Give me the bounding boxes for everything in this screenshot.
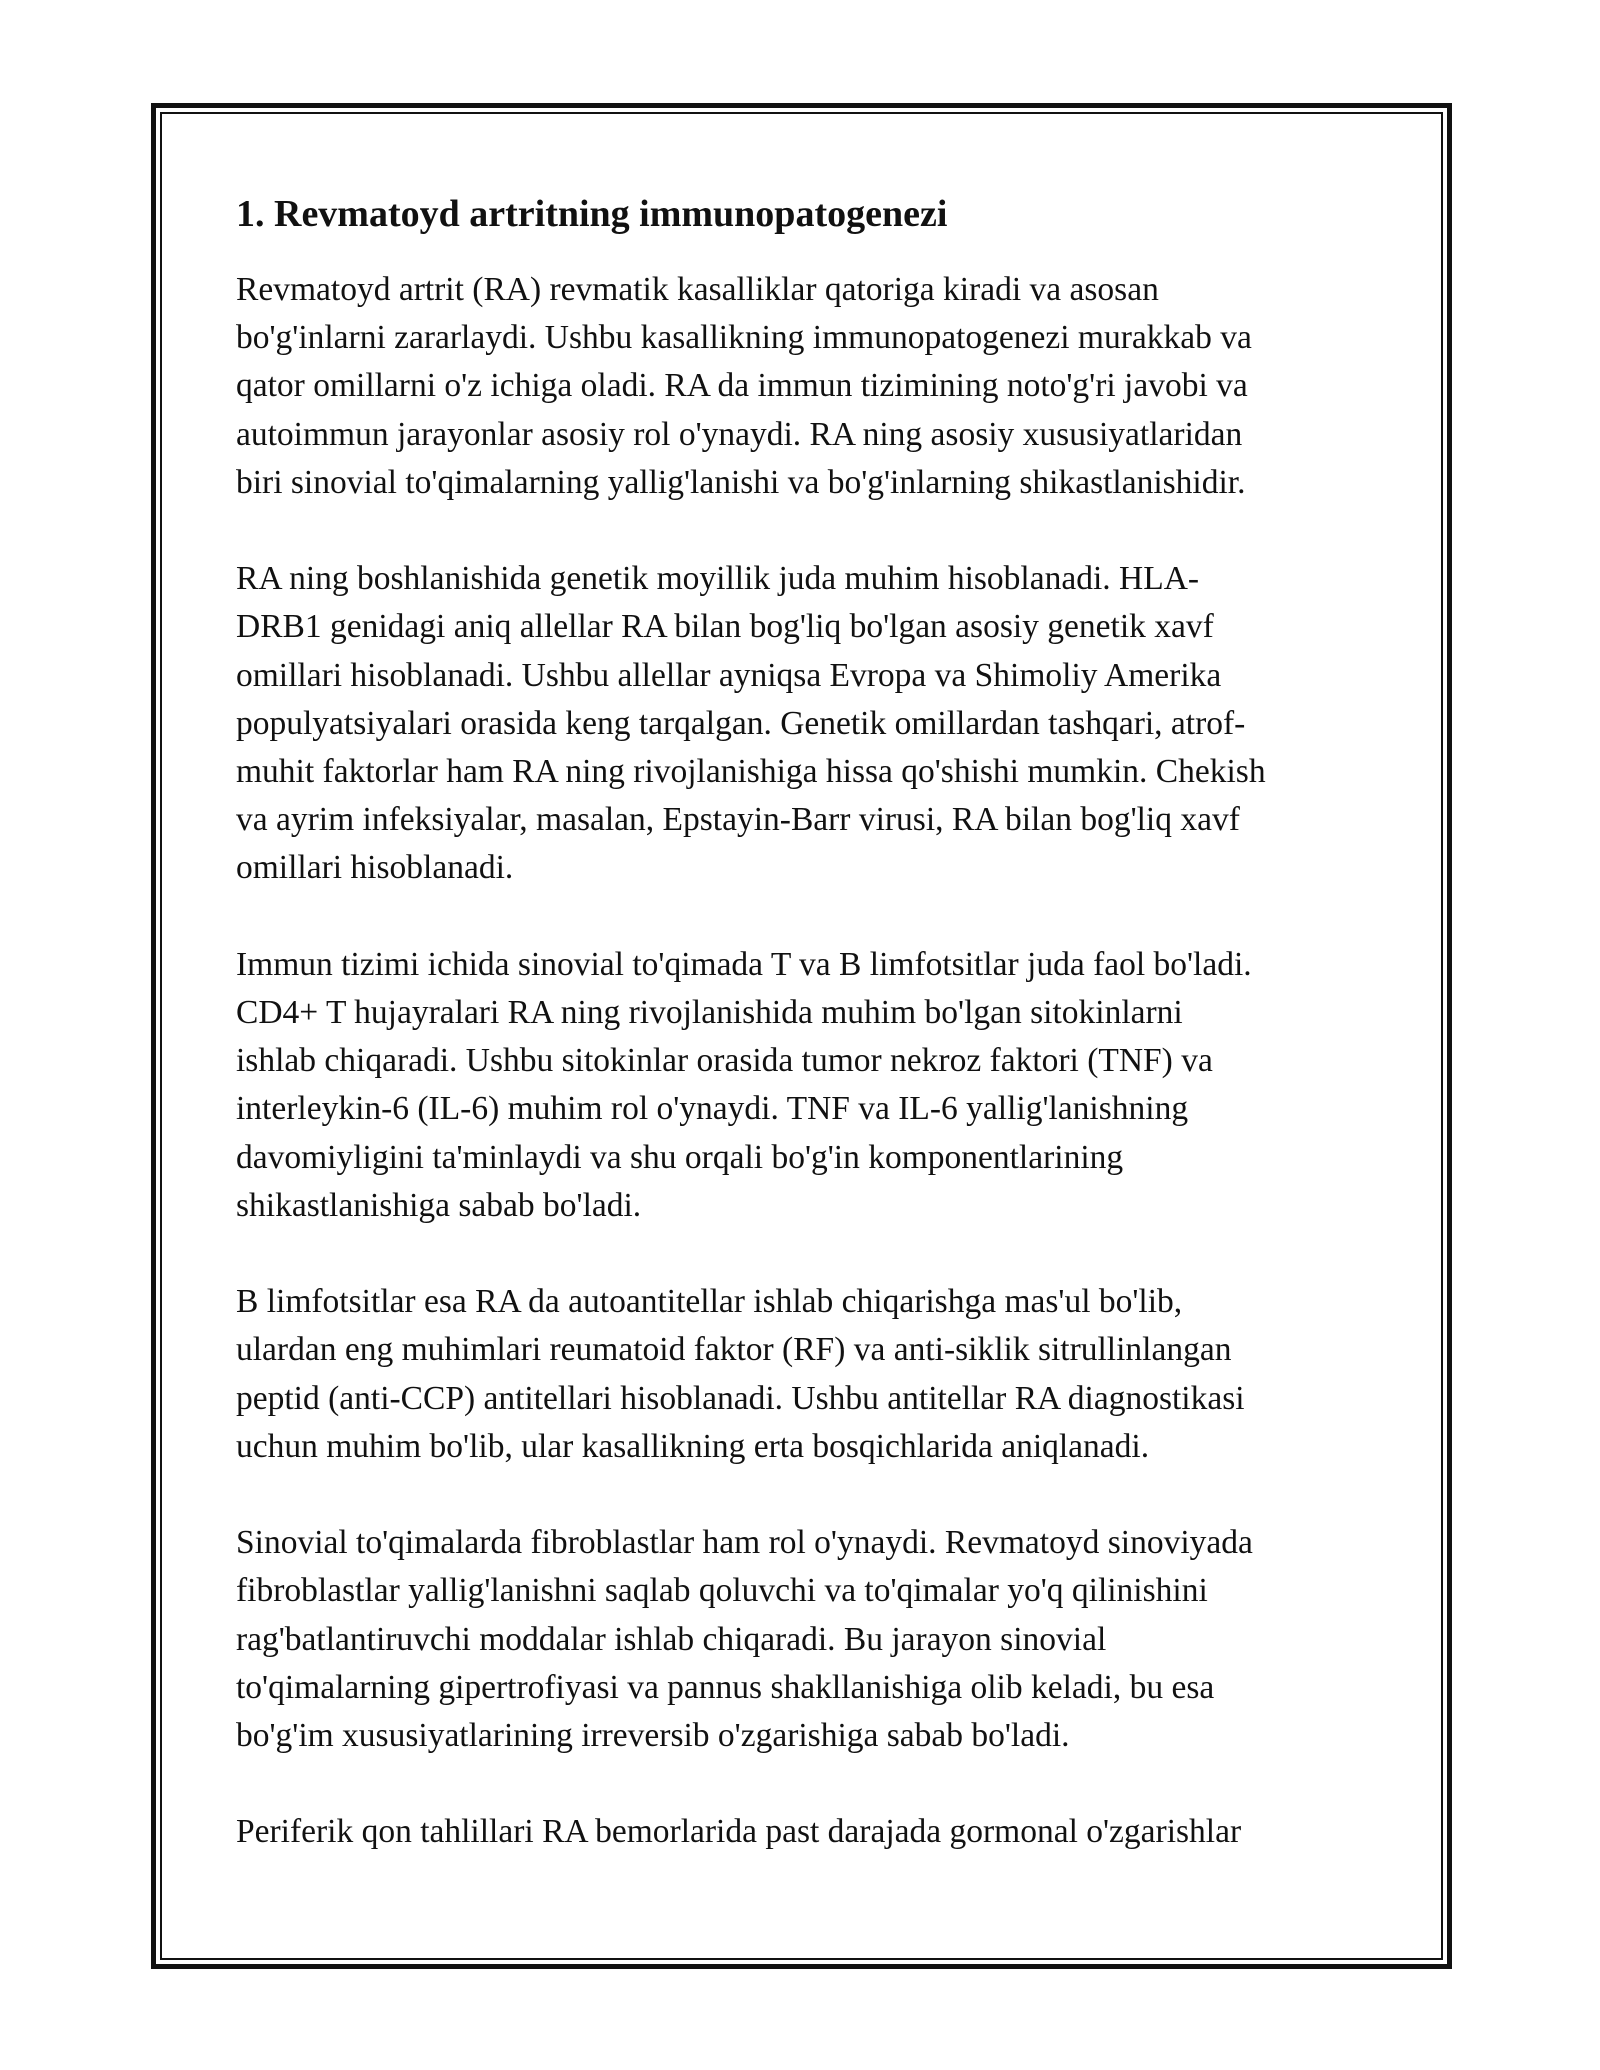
paragraph-fibroblasts: Sinovial to'qimalarda fibroblastlar ham rol o'ynaydi. Revmatoyd sinoviyada fibroblastlar yallig'lanishni saqlab qoluvchi va to'qimalar yo'q qilinishini rag'batlantiruvchi moddalar ishlab chiqaradi. Bu jarayon sinovial to'qimalarning gipertrofiyasi va pannus shakllanishiga olib keladi, bu esa bo'g'im xususiyatlarining irreversib o'zgarishiga sabab bo'ladi. — [236, 1524, 1253, 1755]
section-title: 1. Revmatoyd artritning immunopatogenezi — [236, 193, 948, 235]
document-body — [236, 186, 1376, 1857]
paragraph-genetics: RA ning boshlanishida genetik moyillik juda muhim hisoblanadi. HLA- DRB1 genidagi aniq allellar RA bilan bog'liq bo'lgan asosiy genetik xavf omillari hisoblanadi. Ushbu allellar ayniqsa Evropa va Shimoliy Amerika populyatsiyalari orasida keng tarqalgan. Genetik omillardan tashqari, atrof- muhit faktorlar ham RA ning rivojlanishiga hissa qo'shishi mumkin. Chekish va ayrim infeksiyalar, masalan, Epstayin-Barr virusi, RA bilan bog'liq xavf omillari hisoblanadi. — [236, 560, 1266, 887]
paragraph-intro: Revmatoyd artrit (RA) revmatik kasalliklar qatoriga kiradi va asosan bo'g'inlarni zararlaydi. Ushbu kasallikning immunopatogenezi murakkab va qator omillarni o'z ichiga oladi. RA da immun tizimining noto'g'ri javobi va autoimmun jarayonlar asosiy rol o'ynaydi. RA ning asosiy xususiyatlaridan biri sinovial to'qimalarning yallig'lanishi va bo'g'inlarning shikastlanishidir. — [236, 271, 1252, 501]
paragraph-peripheral-blood: Periferik qon tahlillari RA bemorlarida past darajada gormonal o'zgarishlar — [236, 1813, 1242, 1851]
paragraph-b-cells: B limfotsitlar esa RA da autoantitellar ishlab chiqarishga mas'ul bo'lib, ulardan eng muhimlari reumatoid faktor (RF) va anti-siklik sitrullinlangan peptid (anti-CCP) antitellari hisoblanadi. Ushbu antitellar RA diagnostikasi uchun muhim bo'lib, ular kasallikning erta bosqichlarida aniqlanadi. — [236, 1283, 1245, 1465]
paragraph-t-cells: Immun tizimi ichida sinovial to'qimada T va B limfotsitlar juda faol bo'ladi. CD4+ T hujayralari RA ning rivojlanishida muhim bo'lgan sitokinlarni ishlab chiqaradi. Ushbu sitokinlar orasida tumor nekroz faktori (TNF) va interleykin-6 (IL-6) muhim rol o'ynaydi. TNF va IL-6 yallig'lanishning davomiyligini ta'minlaydi va shu orqali bo'g'in komponentlarining shikastlanishiga sabab bo'ladi. — [236, 945, 1252, 1224]
